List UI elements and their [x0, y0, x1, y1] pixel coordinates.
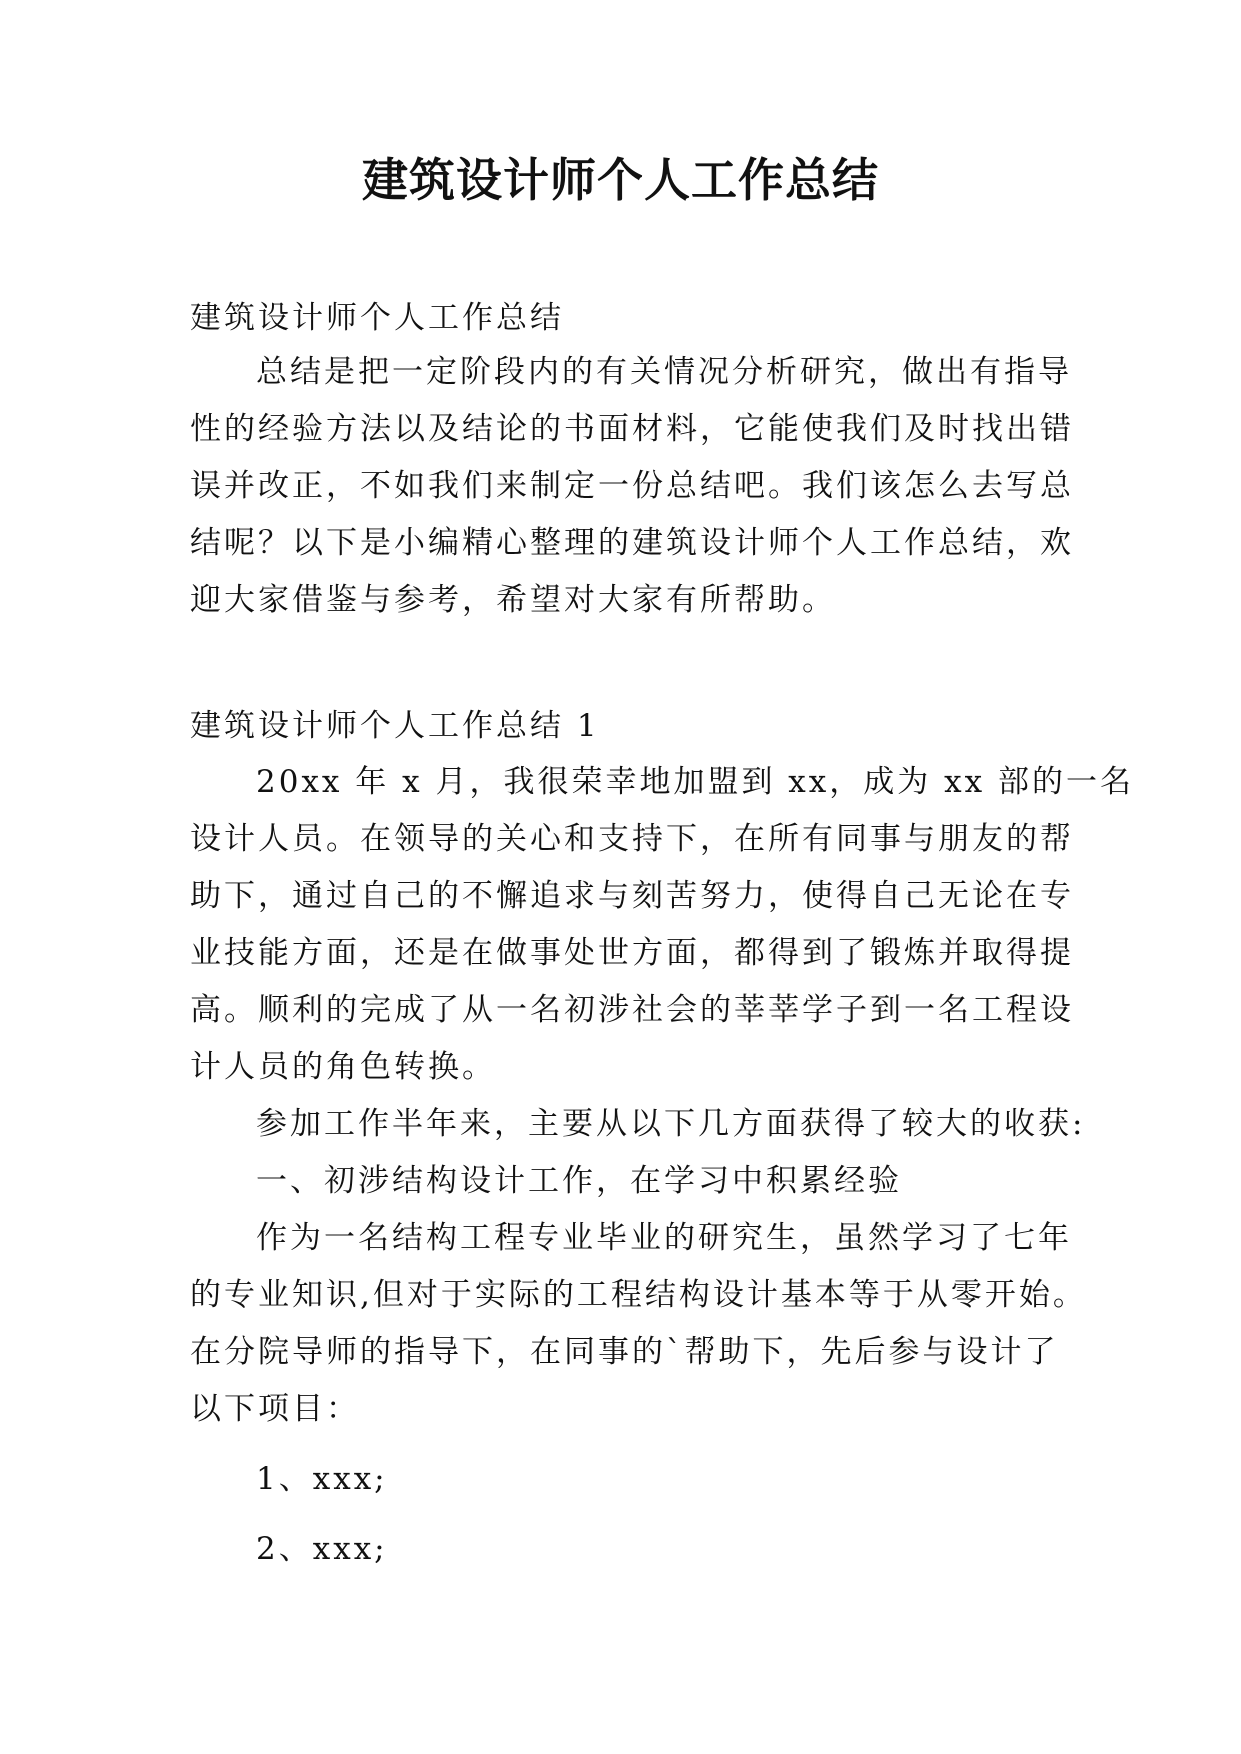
- paragraph-line: 20xx 年 x 月，我很荣幸地加盟到 xx，成为 xx 部的一名: [256, 764, 1134, 800]
- section-heading: 建筑设计师个人工作总结 1: [190, 708, 600, 744]
- paragraph-line: 业技能方面，还是在做事处世方面，都得到了锻炼并取得提: [190, 935, 1074, 971]
- paragraph-line: 性的经验方法以及结论的书面材料，它能使我们及时找出错: [190, 411, 1074, 447]
- paragraph-line: 总结是把一定阶段内的有关情况分析研究，做出有指导: [256, 354, 1072, 390]
- paragraph-line: 助下，通过自己的不懈追求与刻苦努力，使得自己无论在专: [190, 878, 1074, 914]
- paragraph-line: 结呢？以下是小编精心整理的建筑设计师个人工作总结，欢: [190, 525, 1074, 561]
- paragraph-line: 在分院导师的指导下，在同事的`帮助下，先后参与设计了: [190, 1334, 1059, 1370]
- paragraph-line: 计人员的角色转换。: [190, 1049, 496, 1085]
- paragraph-line: 作为一名结构工程专业毕业的研究生，虽然学习了七年: [256, 1220, 1072, 1256]
- paragraph-line: 以下项目：: [190, 1391, 360, 1427]
- paragraph-line: 迎大家借鉴与参考，希望对大家有所帮助。: [190, 582, 836, 618]
- paragraph-line: 的专业知识,但对于实际的工程结构设计基本等于从零开始。: [190, 1277, 1087, 1313]
- list-item: 1、xxx;: [256, 1461, 388, 1497]
- paragraph-line: 参加工作半年来，主要从以下几方面获得了较大的收获:: [256, 1106, 1086, 1142]
- paragraph-line: 误并改正，不如我们来制定一份总结吧。我们该怎么去写总: [190, 468, 1074, 504]
- subsection-heading: 一、初涉结构设计工作，在学习中积累经验: [256, 1163, 902, 1199]
- section-heading: 建筑设计师个人工作总结: [190, 300, 564, 336]
- list-item: 2、xxx;: [256, 1531, 388, 1567]
- document-title: 建筑设计师个人工作总结: [362, 153, 879, 207]
- paragraph-line: 高。顺利的完成了从一名初涉社会的莘莘学子到一名工程设: [190, 992, 1074, 1028]
- paragraph-line: 设计人员。在领导的关心和支持下，在所有同事与朋友的帮: [190, 821, 1074, 857]
